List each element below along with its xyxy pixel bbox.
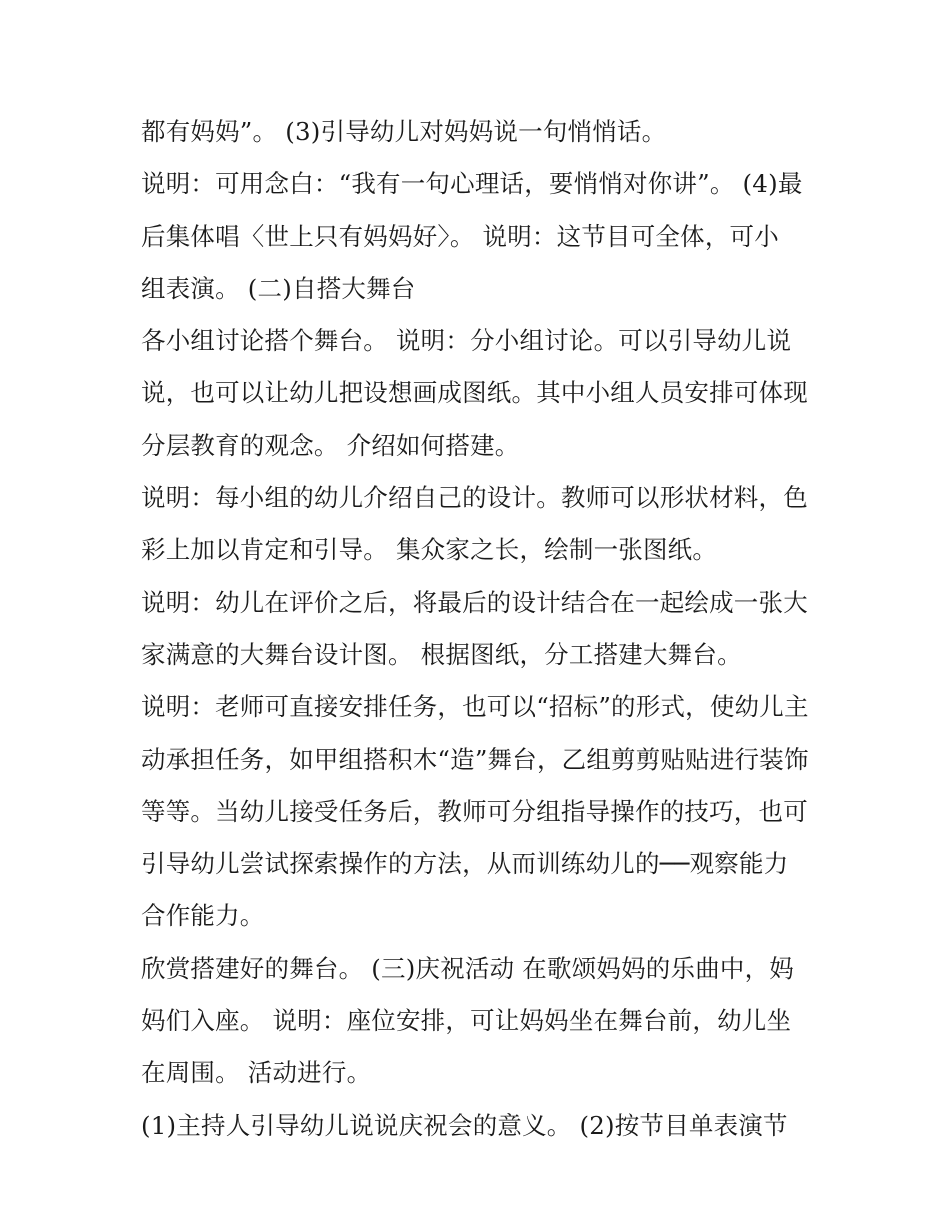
text-line: 后集体唱〈世上只有妈妈好〉。 说明：这节目可全体，可小 — [141, 221, 779, 251]
text-line: 都有妈妈”。 (3)引导幼儿对妈妈说一句悄悄话。 — [141, 117, 667, 146]
text-line: 欣赏搭建好的舞台。 (三)庆祝活动 在歌颂妈妈的乐曲中，妈 — [141, 953, 794, 983]
text-line: 在周围。 活动进行。 — [141, 1058, 372, 1088]
text-line: 妈们入座。 说明：座位安排，可让妈妈坐在舞台前，幼儿坐 — [141, 1006, 792, 1036]
text-line: 说明：每小组的幼儿介绍自己的设计。教师可以形状材料，色 — [141, 483, 808, 513]
text-line: 动承担任务，如甲组搭积木“造”舞台，乙组剪剪贴贴进行装饰 — [141, 744, 809, 774]
text-line: 各小组讨论搭个舞台。 说明：分小组讨论。可以引导幼儿说 — [141, 326, 792, 356]
text-line: 引导幼儿尝试探索操作的方法，从而训练幼儿的──观察能力 — [141, 849, 789, 879]
text-line: 彩上加以肯定和引导。 集众家之长，绘制一张图纸。 — [141, 535, 718, 565]
text-line: 说明：可用念白：“我有一句心理话，要悄悄对你讲”。 (4)最 — [141, 169, 803, 199]
text-line: 家满意的大舞台设计图。 根据图纸，分工搭建大舞台。 — [141, 639, 742, 669]
text-line: 合作能力。 — [141, 901, 265, 931]
text-line: 说，也可以让幼儿把设想画成图纸。其中小组人员安排可体现 — [141, 378, 808, 408]
body-text — [141, 106, 821, 1152]
text-line: (1)主持人引导幼儿说说庆祝会的意义。 (2)按节目单表演节 — [141, 1110, 788, 1140]
text-line: 说明：幼儿在评价之后，将最后的设计结合在一起绘成一张大 — [141, 587, 808, 617]
text-line: 组表演。 (二)自搭大舞台 — [141, 273, 416, 303]
text-line: 等等。当幼儿接受任务后，教师可分组指导操作的技巧，也可 — [141, 796, 808, 826]
text-line: 分层教育的观念。 介绍如何搭建。 — [141, 430, 520, 460]
text-line: 说明：老师可直接安排任务，也可以“招标”的形式，使幼儿主 — [141, 692, 809, 722]
